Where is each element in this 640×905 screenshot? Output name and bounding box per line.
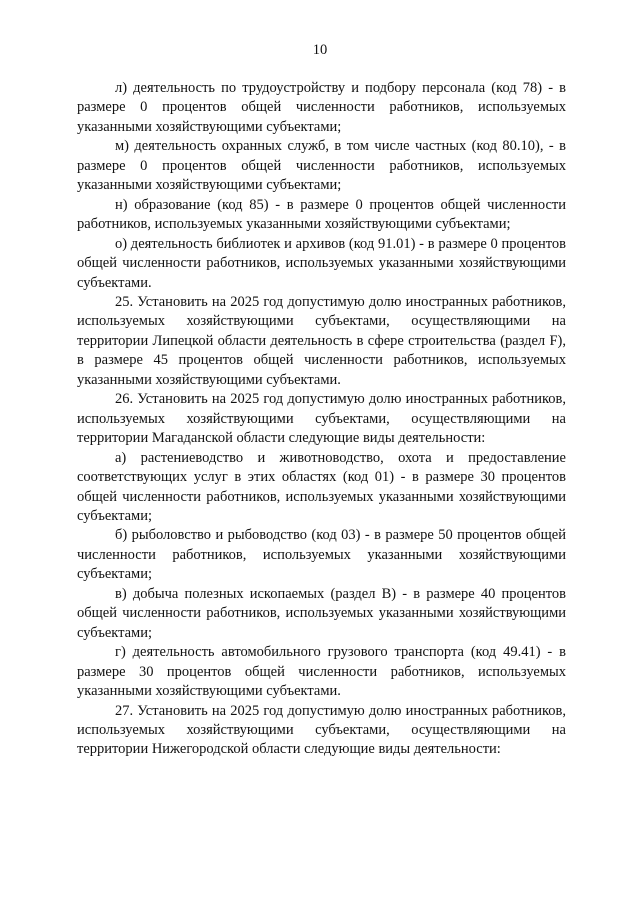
paragraph-26-a: а) растениеводство и животноводство, охота и предоставление соответствующих услуг в этих областях (код 01) - в размере 30 процентов общей численности работников, используемых указанными хозяйствующими субъектами; <box>77 449 566 524</box>
paragraph-25: 25. Установить на 2025 год допустимую долю иностранных работников, используемых хозяйствующими субъектами, осуществляющими на территории Липецкой области деятельность в сфере строительства (раздел F), в размере 45 процентов общей численности работников, используемых указанными хозяйствующими субъектами. <box>77 293 566 388</box>
paragraph-m: м) деятельность охранных служб, в том числе частных (код 80.10), - в размере 0 процентов общей численности работников, используемых указанными хозяйствующими субъектами; <box>77 138 566 194</box>
document-body <box>77 79 566 760</box>
paragraph-26: 26. Установить на 2025 год допустимую долю иностранных работников, используемых хозяйствующими субъектами, осуществляющими на территории Магаданской области следующие виды деятельности: <box>77 391 566 447</box>
paragraph-26-g: г) деятельность автомобильного грузового транспорта (код 49.41) - в размере 30 процентов общей численности работников, используемых указанными хозяйствующими субъектами. <box>77 644 566 700</box>
paragraph-n: н) образование (код 85) - в размере 0 процентов общей численности работников, используемых указанными хозяйствующими субъектами; <box>77 196 566 233</box>
paragraph-o: о) деятельность библиотек и архивов (код 91.01) - в размере 0 процентов общей численности работников, используемых указанными хозяйствующими субъектами. <box>77 235 566 291</box>
page-number: 10 <box>312 42 328 58</box>
paragraph-26-b: б) рыболовство и рыбоводство (код 03) - в размере 50 процентов общей численности работников, используемых указанными хозяйствующими субъектами; <box>77 527 566 583</box>
paragraph-27: 27. Установить на 2025 год допустимую долю иностранных работников, используемых хозяйствующими субъектами, осуществляющими на территории Нижегородской области следующие виды деятельности: <box>77 702 566 758</box>
paragraph-l: л) деятельность по трудоустройству и подбору персонала (код 78) - в размере 0 процентов общей численности работников, используемых указанными хозяйствующими субъектами; <box>77 80 566 135</box>
paragraph-26-v: в) добыча полезных ископаемых (раздел B) - в размере 40 процентов общей численности работников, используемых указанными хозяйствующими субъектами; <box>77 585 566 641</box>
